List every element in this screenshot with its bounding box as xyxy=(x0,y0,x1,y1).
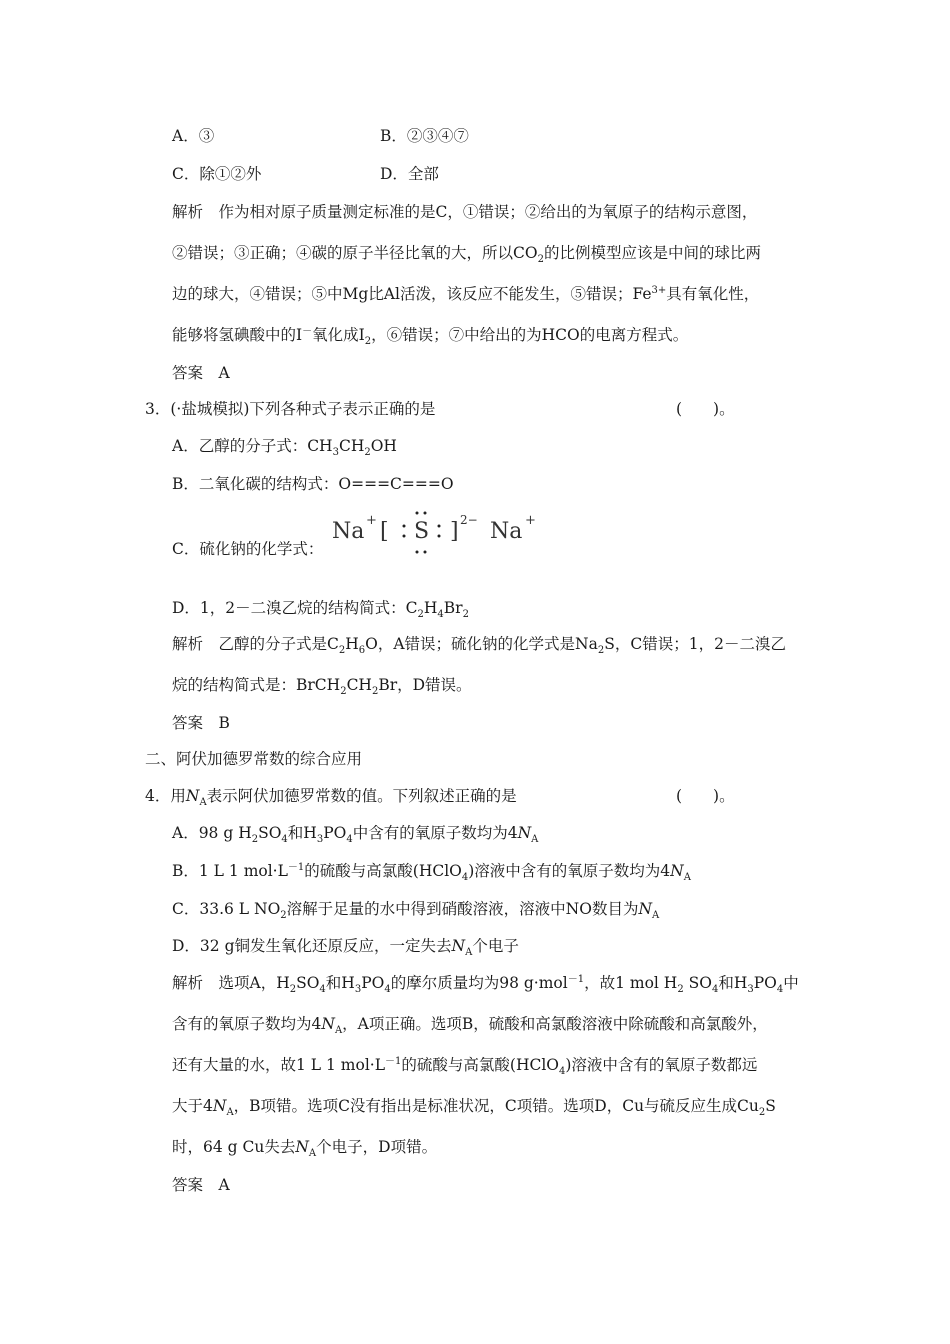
dot-bottom-left xyxy=(416,551,419,554)
q3-answer-paren: ( )。 xyxy=(676,400,735,418)
q4-answer-paren: ( )。 xyxy=(676,787,735,805)
q4-analysis-line-1: 解析 选项A，$H_2SO_4$和$H_3PO_4$的摩尔质量均为98 g·mol$^{-1}$，故1 mol $H_2$ $SO_4$和$H_3PO_4$中 xyxy=(172,973,799,996)
q4-analysis-line-4: 大于$4N_A$，B项错。选项C没有指出是标准状况，C项错。选项D，Cu与硫反应生成$Cu_2S$ xyxy=(172,1097,776,1119)
q4-option-d: D．32 g铜发生氧化还原反应，一定失去$N_A$个电子 xyxy=(172,937,519,959)
section-2-title: 二、阿伏加德罗常数的综合应用 xyxy=(145,750,363,768)
plus-left: + xyxy=(366,513,377,528)
sodium-sulfide-electron-formula xyxy=(330,508,550,556)
plus-right: + xyxy=(525,513,536,528)
na-right: Na xyxy=(490,519,523,544)
q3-option-c: C．硫化钠的化学式： xyxy=(172,540,324,558)
dot-left-top xyxy=(403,525,406,528)
dot-top-right xyxy=(424,512,427,515)
q4-stem: 4．用$N_A$表示阿伏加德罗常数的值。下列叙述正确的是 xyxy=(145,787,517,809)
q4-analysis-line-3: 还有大量的水，故1 L 1 $mol\cdot L^{-1}$的硫酸与高氯酸(HClO$_4$)溶液中含有的氧原子数都远 xyxy=(172,1055,758,1078)
q4-analysis-line-5: 时，64 g Cu失去$N_A$个电子，D项错。 xyxy=(172,1138,438,1160)
q3-option-b: B．二氧化碳的结构式：O===C===O xyxy=(172,475,454,493)
q3-option-d: D．1，2－二溴乙烷的结构简式：$C_2H_4Br_2$ xyxy=(172,599,469,621)
q3-analysis-line-2: 烷的结构简式是：$BrCH_2CH_2Br$，D错误。 xyxy=(172,676,472,698)
charge-2-minus: 2− xyxy=(460,513,478,527)
dot-right-bottom xyxy=(438,535,441,538)
q2-analysis-line-3: 边的球大，④错误；⑤中Mg比Al活泼，该反应不能发生，⑤错误；$Fe^{3+}$具有氧化性， xyxy=(172,284,760,303)
q2-option-c: C．除①②外 xyxy=(172,165,262,183)
sulfur-symbol: S xyxy=(414,519,430,544)
q3-stem: 3．(·盐城模拟)下列各种式子表示正确的是 xyxy=(145,400,436,418)
q2-analysis-line-2: ②错误；③正确；④碳的原子半径比氧的大，所以$CO_2$的比例模型应该是中间的球比两 xyxy=(172,244,761,266)
q3-analysis-line-1: 解析 乙醇的分子式是$C_2H_6O$，A错误；硫化钠的化学式是$Na_2S$，C错误；1，2－二溴乙 xyxy=(172,635,786,657)
q4-option-a: A．98 g $H_2SO_4$和$H_3PO_4$中含有的氧原子数均为$4N_A$ xyxy=(172,824,539,846)
q4-analysis-line-2: 含有的氧原子数均为$4N_A$，A项正确。选项B，硫酸和高氯酸溶液中除硫酸和高氯酸外， xyxy=(172,1015,768,1037)
q4-answer: 答案 A xyxy=(172,1176,230,1194)
q2-option-a: A．③ xyxy=(172,127,215,145)
q2-analysis-line-4: 能够将氢碘酸中的I－氧化成$I_2$，⑥错误；⑦中给出的为HCO的电离方程式。 xyxy=(172,325,689,348)
q2-answer: 答案 A xyxy=(172,364,230,382)
bracket-close: ] xyxy=(450,519,459,544)
q2-option-b: B．②③④⑦ xyxy=(380,127,469,145)
q4-option-c: C．33.6 L $NO_2$溶解于足量的水中得到硝酸溶液，溶液中NO数目为$N_A$ xyxy=(172,900,660,922)
na-left: Na xyxy=(332,519,365,544)
dot-left-bottom xyxy=(403,535,406,538)
q3-option-a: A．乙醇的分子式：$CH_3CH_2OH$ xyxy=(172,437,397,459)
q3-answer: 答案 B xyxy=(172,714,230,732)
dot-right-top xyxy=(438,525,441,528)
bracket-open: [ xyxy=(380,519,389,544)
dot-top-left xyxy=(416,512,419,515)
dot-bottom-right xyxy=(424,551,427,554)
q2-option-d: D．全部 xyxy=(380,165,439,183)
electron-formula-svg xyxy=(330,508,550,556)
q2-analysis-line-1: 解析 作为相对原子质量测定标准的是C，①错误；②给出的为氧原子的结构示意图， xyxy=(172,203,758,221)
q4-option-b: B．1 L 1 $mol\cdot L^{-1}$的硫酸与高氯酸(HClO$_4$)溶液中含有的氧原子数均为$4N_A$ xyxy=(172,861,691,884)
